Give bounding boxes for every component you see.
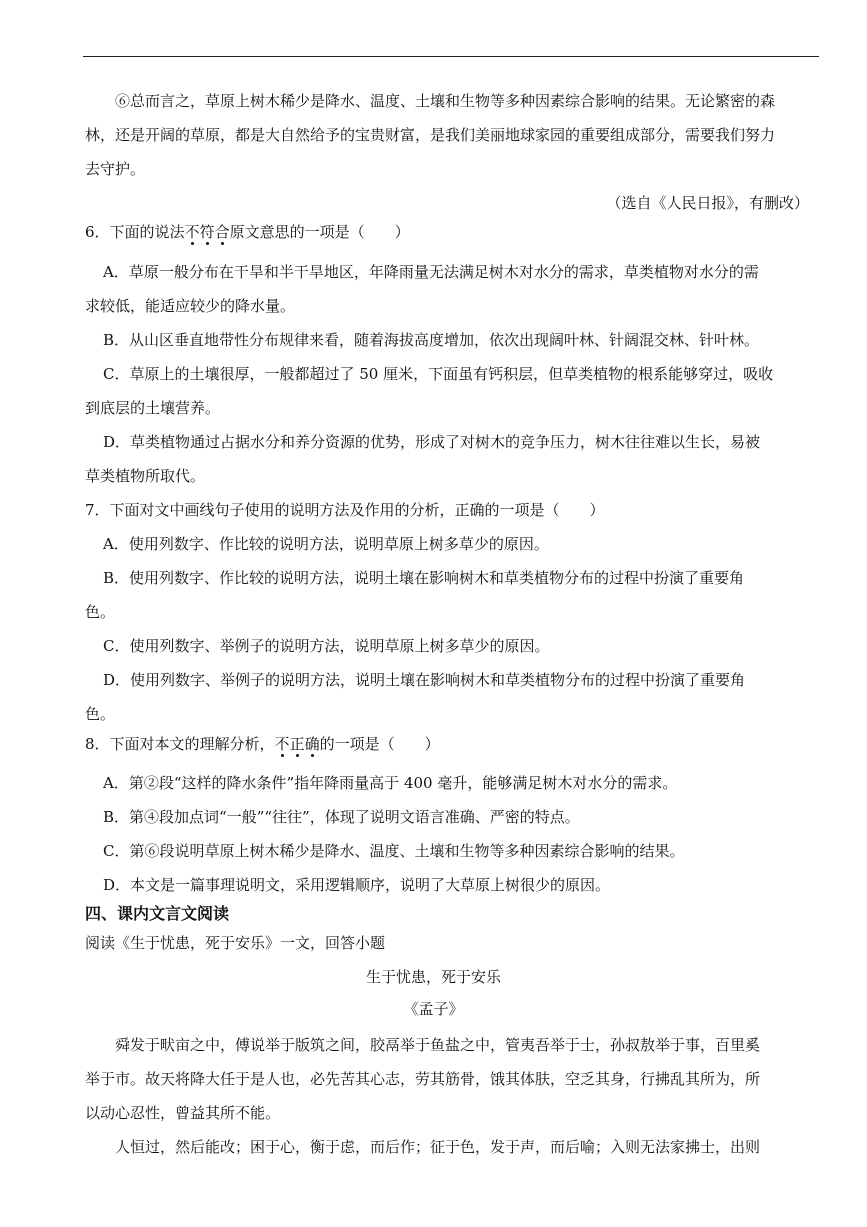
question-7-stem: 7．下面对文中画线句子使用的说明方法及作用的分析，正确的一项是（ ） (85, 501, 605, 519)
classical-paragraph-2-line-1: 人恒过，然后能改；困于心，衡于虑，而后作；征于色，发于声，而后喻；入则无法家拂士，出则 (115, 1138, 761, 1156)
question-6-option-d-line-2: 草类植物所取代。 (85, 467, 206, 485)
emphasis-char: 正 (289, 735, 305, 753)
question-8-option-a: A．第②段“这样的降水条件”指年降雨量高于 400 毫升，能够满足树木对水分的需求。 (103, 774, 678, 792)
question-8-option-c: C．第⑥段说明草原上树木稀少是降水、温度、土壤和生物等多种因素综合影响的结果。 (103, 842, 685, 860)
question-8-option-d: D．本文是一篇事理说明文，采用逻辑顺序，说明了大草原上树很少的原因。 (103, 876, 611, 894)
question-7-option-c: C．使用列数字、举例子的说明方法，说明草原上树多草少的原因。 (103, 637, 550, 655)
question-6-option-c-line-2: 到底层的土壤营养。 (85, 399, 221, 417)
emphasis-char: 不 (274, 735, 290, 753)
text-author: 《孟子》 (403, 1000, 464, 1018)
paragraph-6-line-3: 去守护。 (85, 160, 146, 178)
question-7-option-a: A．使用列数字、作比较的说明方法，说明草原上树多草少的原因。 (103, 535, 549, 553)
question-8-option-b: B．第④段加点词“一般”“往往”，体现了说明文语言准确、严密的特点。 (103, 808, 580, 826)
paragraph-6-line-1: ⑥总而言之，草原上树木稀少是降水、温度、土壤和生物等多种因素综合影响的结果。无论繁密的森 (115, 92, 776, 110)
question-6-stem-pre: 6．下面的说法 (85, 223, 185, 241)
question-8-stem (85, 734, 440, 754)
question-6-option-d-line-1: D．草类植物通过占据水分和养分资源的优势，形成了对树木的竞争压力，树木往往难以生长，易被 (103, 433, 761, 451)
question-7-option-d-line-2: 色。 (85, 705, 116, 723)
section-instruction: 阅读《生于忧患，死于安乐》一文，回答小题 (85, 934, 386, 952)
question-6-option-b: B．从山区垂直地带性分布规律来看，随着海拔高度增加，依次出现阔叶林、针阔混交林、针叶林。 (103, 331, 760, 349)
question-6-stem-post: 原文意思的一项是（ ） (229, 223, 410, 241)
question-6-option-c-line-1: C．草原上的土壤很厚，一般都超过了 50 厘米，下面虽有钙积层，但草类植物的根系能够穿过，吸收 (103, 365, 774, 383)
emphasis-char: 符 (199, 223, 215, 241)
emphasis-char: 确 (304, 735, 320, 753)
question-6-option-a-line-1: A．草原一般分布在干旱和半干旱地区，年降雨量无法满足树木对水分的需求，草类植物对水分的需 (103, 263, 759, 281)
emphasis-char: 不 (184, 223, 200, 241)
question-7-option-d-line-1: D．使用列数字、举例子的说明方法，说明土壤在影响树木和草类植物分布的过程中扮演了重要角 (103, 671, 746, 689)
question-8-stem-post: 的一项是（ ） (319, 735, 440, 753)
question-7-option-b-line-2: 色。 (85, 603, 116, 621)
classical-paragraph-1-line-3: 以动心忍性，曾益其所不能。 (85, 1104, 281, 1122)
question-7-option-b-line-1: B．使用列数字、作比较的说明方法，说明土壤在影响树木和草类植物分布的过程中扮演了重要角 (103, 569, 745, 587)
classical-paragraph-1-line-1: 舜发于畎亩之中，傅说举于版筑之间，胶鬲举于鱼盐之中，管夷吾举于士，孙叔敖举于事，百里奚 (115, 1036, 761, 1054)
question-6-stem (85, 222, 410, 242)
paragraph-6-line-2: 林，还是开阔的草原，都是大自然给予的宝贵财富，是我们美丽地球家园的重要组成部分，需要我们努力 (85, 126, 776, 144)
question-6-option-a-line-2: 求较低，能适应较少的降水量。 (85, 297, 296, 315)
source-citation: （选自《人民日报》，有删改） (606, 194, 809, 212)
section-heading: 四、课内文言文阅读 (85, 904, 230, 923)
header-rule (83, 56, 819, 57)
question-8-stem-pre: 8．下面对本文的理解分析， (85, 735, 275, 753)
text-title: 生于忧患，死于安乐 (365, 968, 501, 986)
emphasis-char: 合 (214, 223, 230, 241)
classical-paragraph-1-line-2: 举于市。故天将降大任于是人也，必先苦其心志，劳其筋骨，饿其体肤，空乏其身，行拂乱其所为，所 (85, 1070, 761, 1088)
